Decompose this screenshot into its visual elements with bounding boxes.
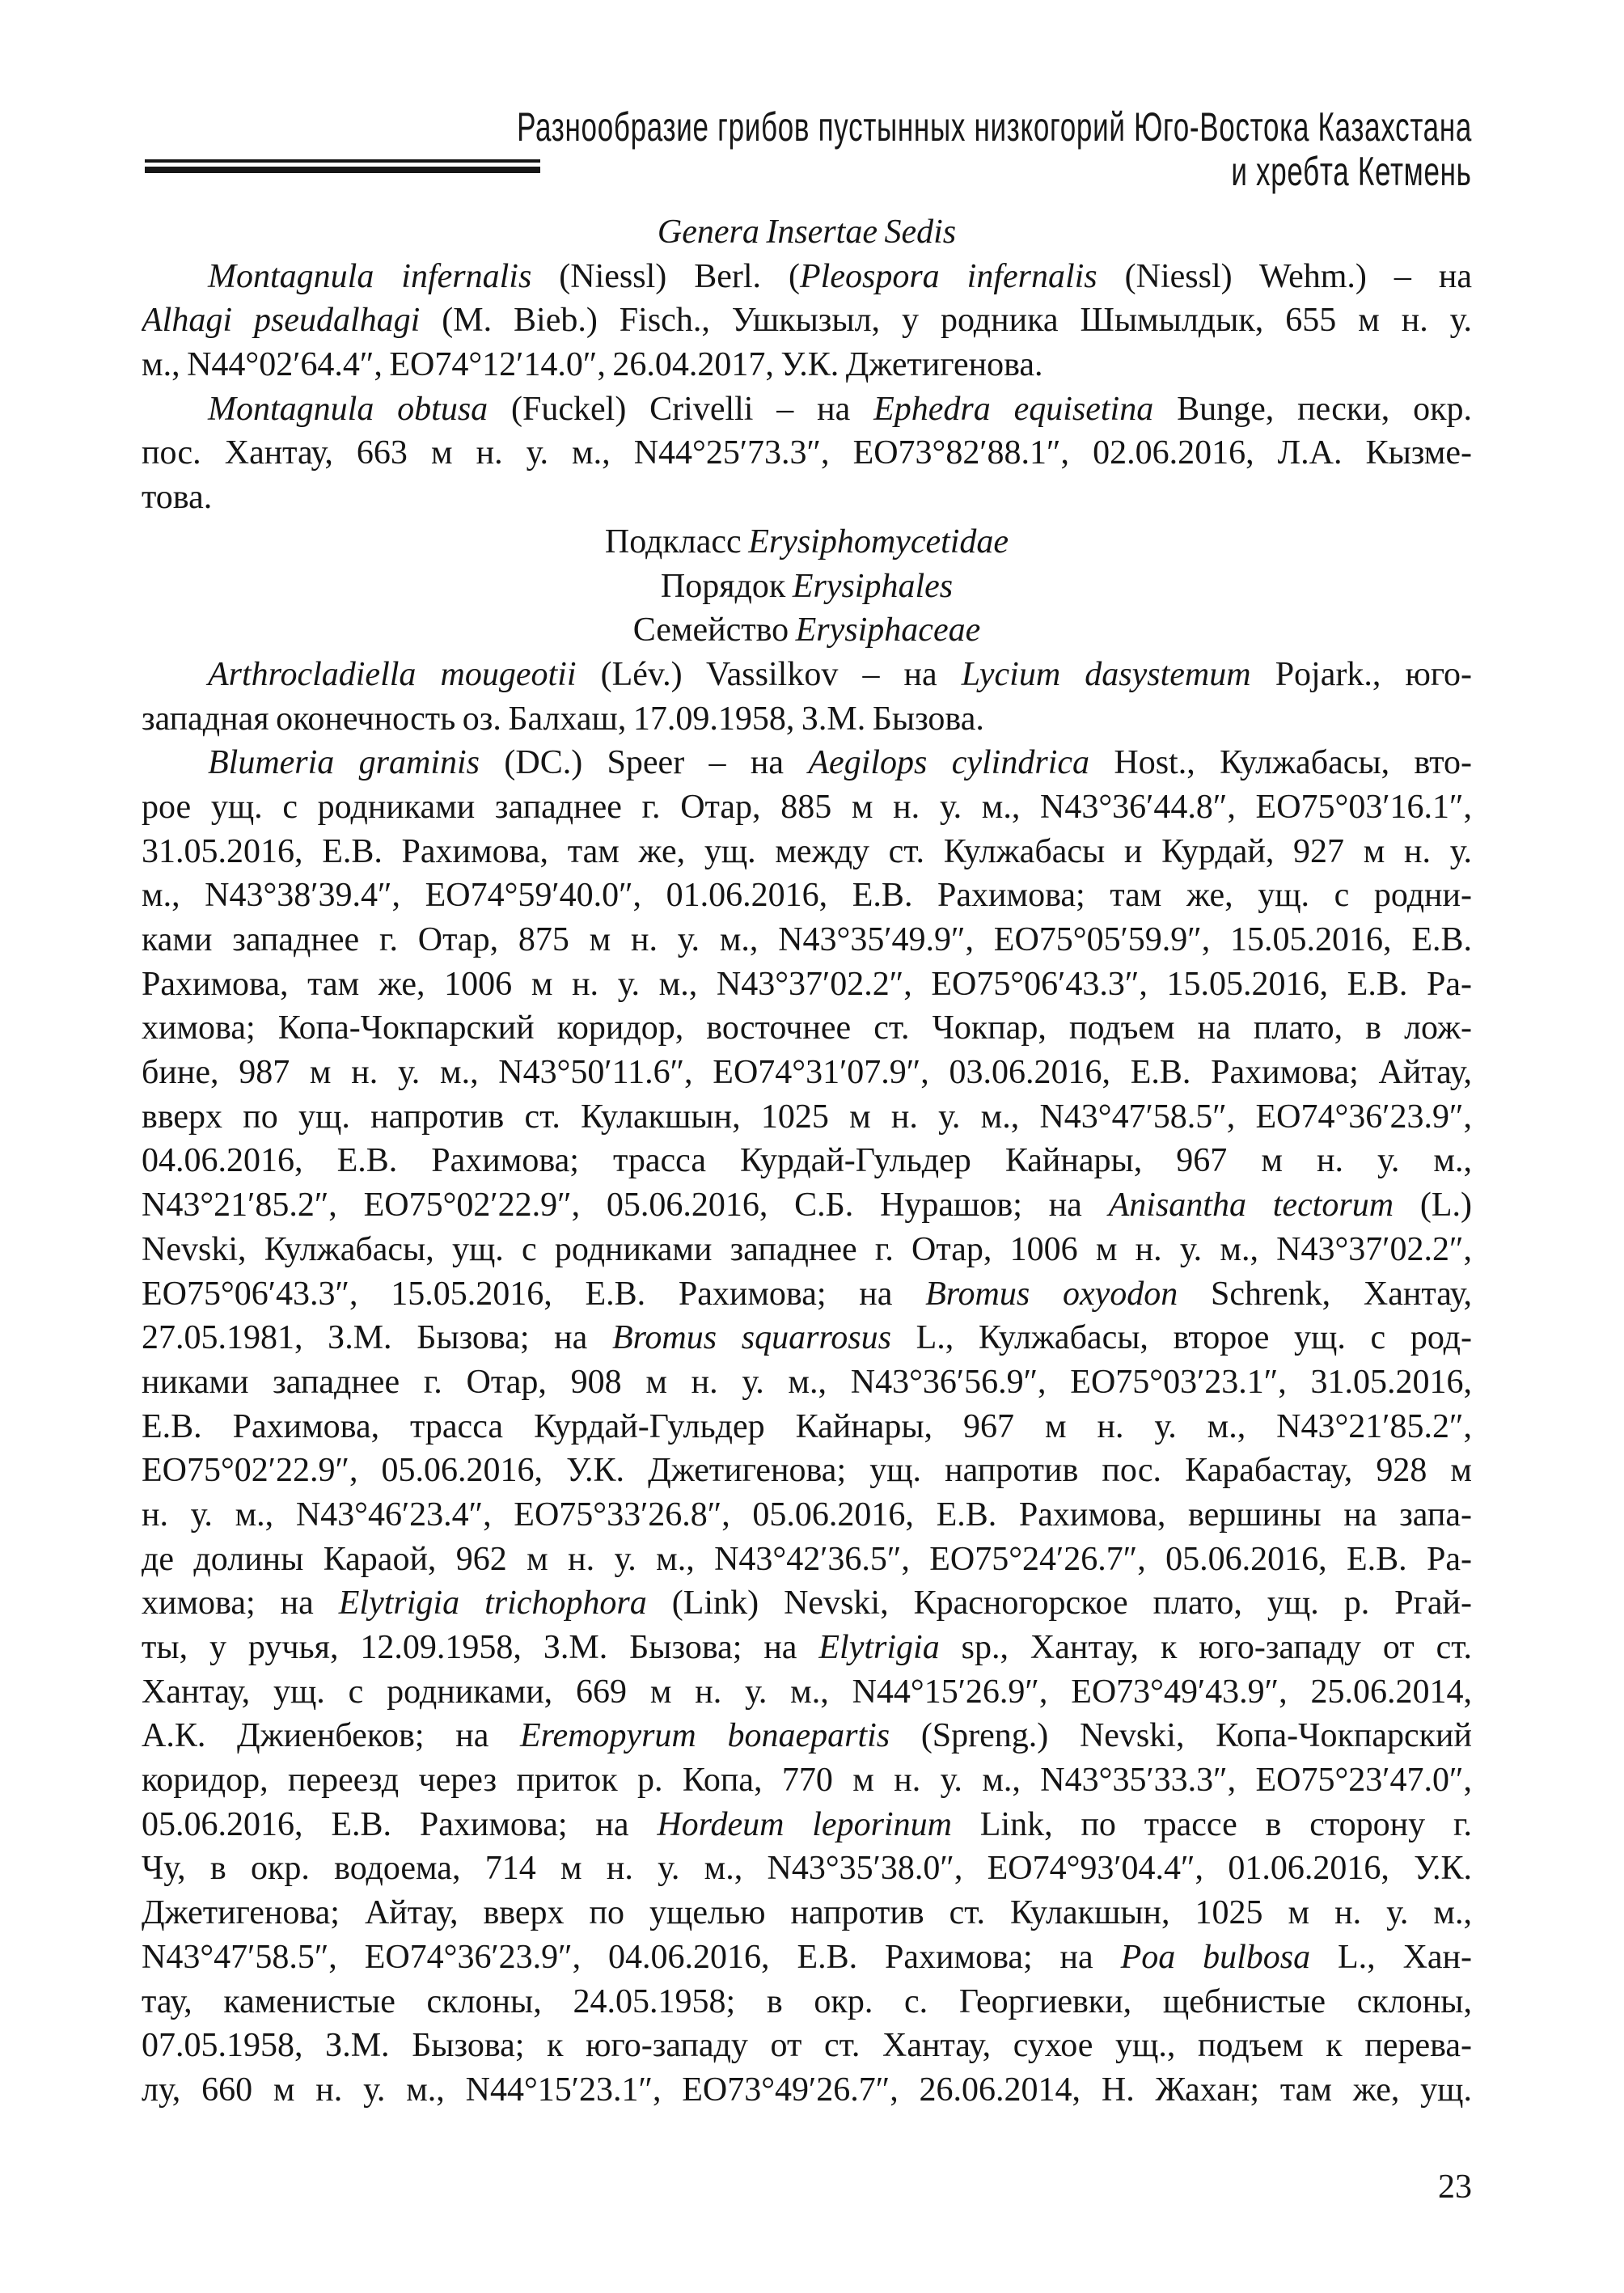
text-line: Montagnula infernalis (Niessl) Berl. (Pleospora infernalis (Niessl) Wehm.) – на — [208, 257, 1472, 295]
text-line: рое ущ. с родниками западнее г. Отар, 885 м н. у. м., N43°36′44.8″, EO75°03′16.1″, — [142, 788, 1472, 826]
text-line: Порядок Erysiphales — [660, 567, 954, 605]
text-line: м., N43°38′39.4″, EO74°59′40.0″, 01.06.2016, Е.В. Рахимова; там же, ущ. с родни- — [142, 877, 1472, 915]
text-line: бине, 987 м н. у. м., N43°50′11.6″, EO74°31′07.9″, 03.06.2016, Е.В. Рахимова; Айтау, — [142, 1054, 1472, 1092]
text-line: Е.В. Рахимова, трасса Курдай-Гульдер Кайнары, 967 м н. у. м., N43°21′85.2″, — [142, 1407, 1472, 1445]
header-double-rule — [145, 159, 540, 173]
text-line: м., N44°02′64.4″, EO74°12′14.0″, 26.04.2017, У.К. Джетигенова. — [142, 346, 1043, 384]
text-line: де долины Караой, 962 м н. у. м., N43°42′36.5″, EO75°24′26.7″, 05.06.2016, Е.В. Ра- — [142, 1540, 1472, 1578]
text-line: коридор, переезд через приток р. Копа, 770 м н. у. м., N43°35′33.3″, EO75°23′47.0″, — [142, 1762, 1472, 1800]
text-line: N43°47′58.5″, EO74°36′23.9″, 04.06.2016, Е.В. Рахимова; на Poa bulbosa L., Хан- — [142, 1938, 1472, 1976]
body-text — [142, 210, 1472, 2113]
text-line: лу, 660 м н. у. м., N44°15′23.1″, EO73°49′26.7″, 26.06.2014, Н. Жахан; там же, ущ. — [142, 2071, 1472, 2109]
text-line: А.К. Джиенбеков; на Eremopyrum bonaepartis (Spreng.) Nevski, Копа-Чокпарский — [142, 1717, 1472, 1755]
page-number: 23 — [1438, 2168, 1472, 2206]
text-line: Джетигенова; Айтау, вверх по ущелью напротив ст. Кулакшын, 1025 м н. у. м., — [142, 1894, 1472, 1932]
text-line: никами западнее г. Отар, 908 м н. у. м., N43°36′56.9″, EO75°03′23.1″, 31.05.2016, — [142, 1363, 1472, 1401]
text-line: 05.06.2016, Е.В. Рахимова; на Hordeum leporinum Link, по трассе в сторону г. — [142, 1805, 1472, 1843]
running-header-line2: и хребта Кетмень — [1231, 149, 1472, 194]
text-line: 07.05.1958, З.М. Бызова; к юго-западу от ст. Хантау, сухое ущ., подъем к перева- — [142, 2027, 1472, 2065]
text-line: ты, у ручья, 12.09.1958, З.М. Бызова; на Elytrigia sp., Хантау, к юго-западу от ст. — [142, 1629, 1472, 1666]
text-line: Nevski, Кулжабасы, ущ. с родниками западнее г. Отар, 1006 м н. у. м., N43°37′02.2″, — [142, 1230, 1472, 1268]
text-line: западная оконечность оз. Балхаш, 17.09.1958, З.М. Бызова. — [142, 700, 984, 738]
text-line: тау, каменистые склоны, 24.05.1958; в окр. с. Георгиевки, щебнистые склоны, — [142, 1982, 1472, 2020]
text-line: Genera Insertae Sedis — [657, 214, 957, 251]
text-line: Подкласс Erysiphomycetidae — [604, 522, 1009, 561]
text-line: вверх по ущ. напротив ст. Кулакшын, 1025 м н. у. м., N43°47′58.5″, EO74°36′23.9″, — [142, 1098, 1472, 1136]
text-line: това. — [142, 479, 213, 517]
text-line: N43°21′85.2″, EO75°02′22.9″, 05.06.2016, С.Б. Нурашов; на Anisantha tectorum (L.) — [142, 1187, 1472, 1225]
text-line: EO75°06′43.3″, 15.05.2016, Е.В. Рахимова; на Bromus oxyodon Schrenk, Хантау, — [142, 1275, 1472, 1313]
text-line: химова; на Elytrigia trichophora (Link) Nevski, Красногорское плато, ущ. р. Ргай- — [142, 1584, 1472, 1622]
text-line: Montagnula obtusa (Fuckel) Crivelli – на Ephedra equisetina Bunge, пески, окр. — [208, 390, 1472, 428]
text-line: 27.05.1981, З.М. Бызова; на Bromus squarrosus L., Кулжабасы, второе ущ. с род- — [142, 1319, 1472, 1357]
text-line: Семейство Erysiphaceae — [632, 611, 981, 649]
text-line: Alhagi pseudalhagi (M. Bieb.) Fisch., Ушкызыл, у родника Шымылдык, 655 м н. у. — [142, 302, 1472, 340]
running-header-line1: Разнообразие грибов пустынных низкогорий Юго-Востока Казахстана — [517, 104, 1472, 150]
text-line: химова; Копа-Чокпарский коридор, восточнее ст. Чокпар, подъем на плато, в лож- — [142, 1009, 1472, 1047]
text-line: н. у. м., N43°46′23.4″, EO75°33′26.8″, 05.06.2016, Е.В. Рахимова, вершины на запа- — [142, 1496, 1472, 1534]
text-line: ками западнее г. Отар, 875 м н. у. м., N43°35′49.9″, EO75°05′59.9″, 15.05.2016, Е.В. — [142, 921, 1472, 958]
text-line: Чу, в окр. водоема, 714 м н. у. м., N43°35′38.0″, EO74°93′04.4″, 01.06.2016, У.К. — [142, 1850, 1472, 1888]
text-line: пос. Хантау, 663 м н. у. м., N44°25′73.3″, EO73°82′88.1″, 02.06.2016, Л.А. Кызме- — [142, 434, 1472, 472]
text-line: Рахимова, там же, 1006 м н. у. м., N43°37′02.2″, EO75°06′43.3″, 15.05.2016, Е.В. Ра- — [142, 965, 1472, 1003]
text-line: EO75°02′22.9″, 05.06.2016, У.К. Джетигенова; ущ. напротив пос. Карабастау, 928 м — [142, 1452, 1472, 1490]
text-line: Arthrocladiella mougeotii (Lév.) Vassilkov – на Lycium dasystemum Pojark., юго- — [208, 655, 1472, 693]
text-line: 04.06.2016, Е.В. Рахимова; трасса Курдай-Гульдер Кайнары, 967 м н. у. м., — [142, 1142, 1472, 1180]
text-line: Blumeria graminis (DC.) Speer – на Aegilops cylindrica Host., Кулжабасы, вто- — [208, 744, 1472, 782]
text-line: 31.05.2016, Е.В. Рахимова, там же, ущ. между ст. Кулжабасы и Курдай, 927 м н. у. — [142, 832, 1472, 870]
text-line: Хантау, ущ. с родниками, 669 м н. у. м., N44°15′26.9″, EO73°49′43.9″, 25.06.2014, — [142, 1673, 1472, 1711]
